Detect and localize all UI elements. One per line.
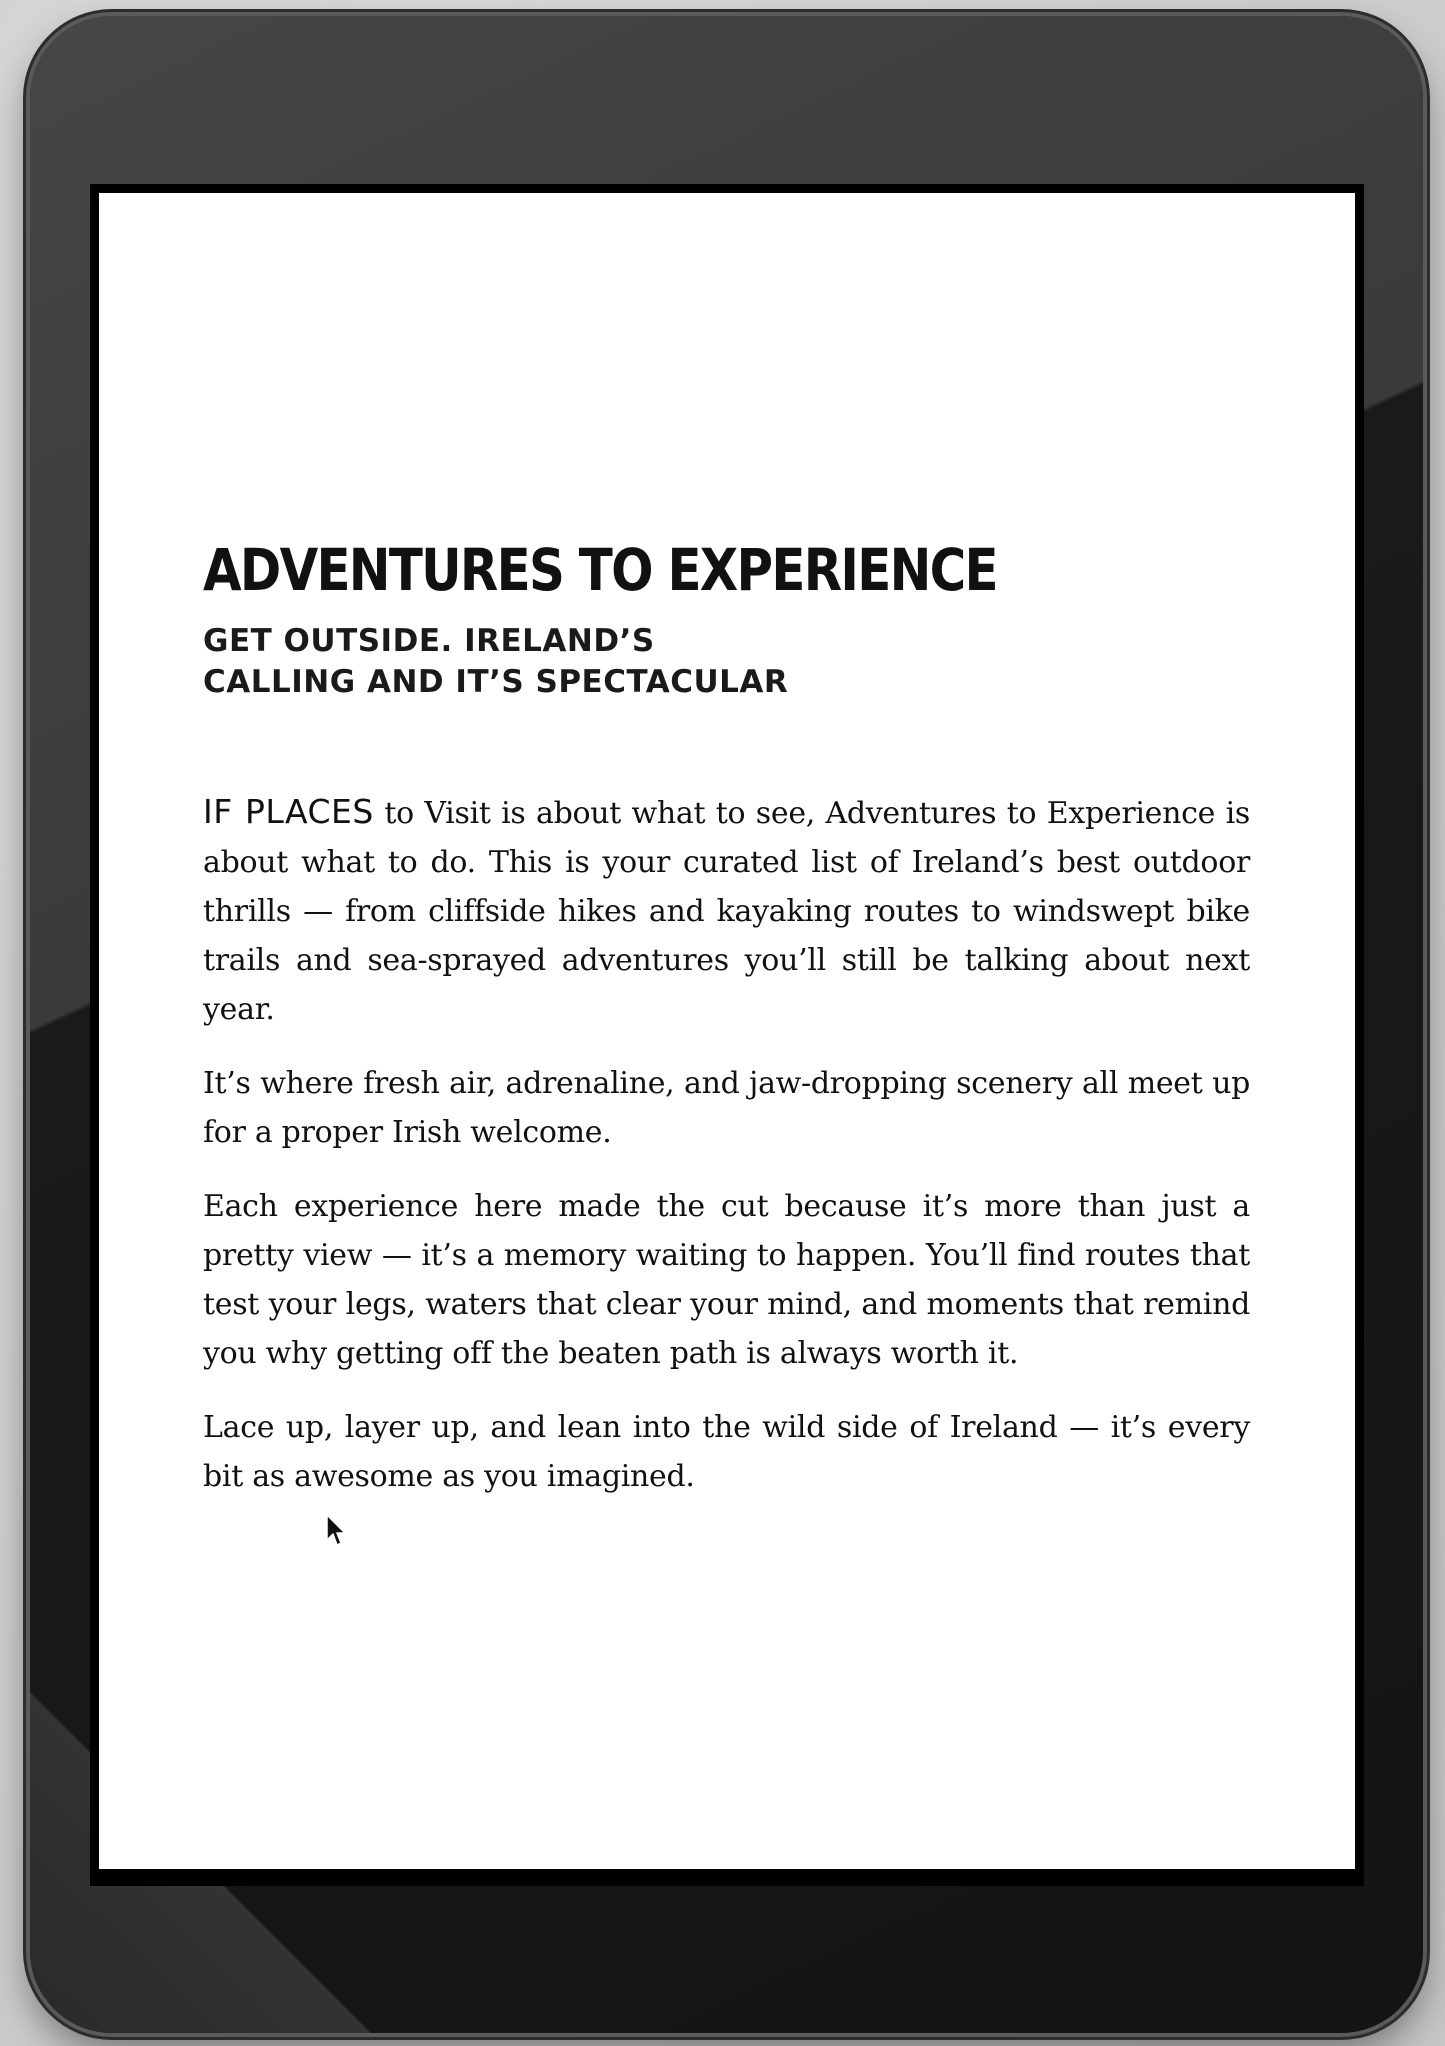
paragraph-2: It’s where fresh air, adrenaline, and jaw-dropping scenery all meet up for a proper Irish welcome. bbox=[203, 1066, 1250, 1150]
chapter-body bbox=[203, 787, 1250, 1501]
tablet-screen-frame bbox=[90, 184, 1364, 1886]
mouse-pointer-icon bbox=[326, 1514, 346, 1548]
lead-in-text: IF PLACES bbox=[203, 792, 374, 831]
paragraph-3: Each experience here made the cut because it’s more than just a pretty view — it’s a memory waiting to happen. You’ll find routes that test your legs, waters that clear your mind, and moments that remind you why getting off the beaten path is always worth it. bbox=[203, 1189, 1250, 1371]
paragraph-1 bbox=[203, 787, 1250, 1034]
paragraph-4: Lace up, layer up, and lean into the wild side of Ireland — it’s every bit as awesome as you imagined. bbox=[203, 1410, 1250, 1494]
chapter-content bbox=[203, 536, 1250, 1526]
ebook-page[interactable] bbox=[99, 193, 1355, 1869]
tablet-device bbox=[30, 16, 1423, 2033]
chapter-subtitle: GET OUTSIDE. IRELAND’S CALLING AND IT’S SPECTACULAR bbox=[203, 623, 789, 700]
chapter-title: ADVENTURES TO EXPERIENCE bbox=[203, 536, 997, 604]
paragraph-1-text: to Visit is about what to see, Adventures to Experience is about what to do. This is your curated list of Ireland’s best outdoor thrills — from cliffside hikes and kayaking routes to windswept bike trails and sea-sprayed adventures you’ll still be talking about next year. bbox=[203, 796, 1250, 1027]
